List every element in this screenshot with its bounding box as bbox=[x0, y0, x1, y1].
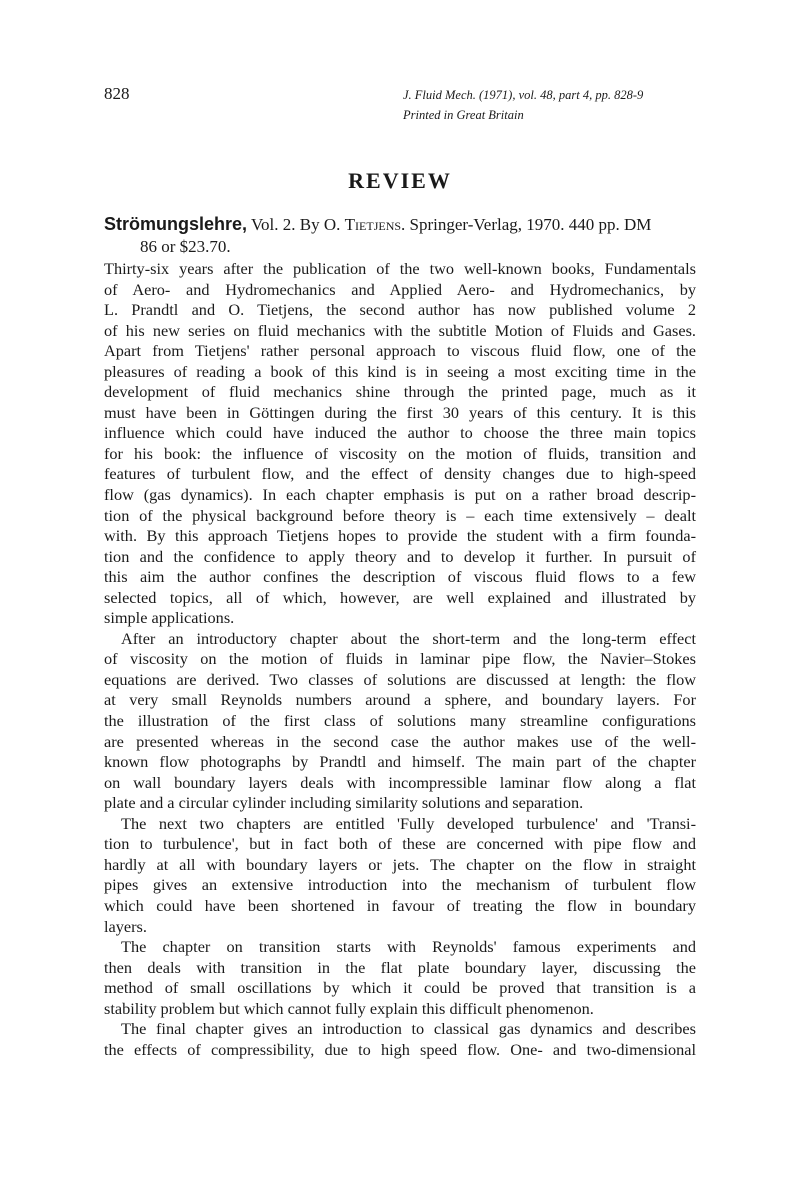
text-line: the effects of compressibility, due to high speed flow. One- and two-dimensional bbox=[104, 1039, 696, 1059]
text-line: The chapter on transition starts with Reynolds' famous experiments and bbox=[121, 937, 696, 957]
text-line: Thirty-six years after the publication of the two well-known books, Fundamentals bbox=[104, 259, 696, 278]
citation-price: 86 or $23.70. bbox=[140, 237, 231, 256]
text-line: tion of the physical background before theory is – each time extensively – dealt bbox=[104, 505, 696, 525]
text-line: features of turbulent flow, and the effect of density changes due to high-speed bbox=[104, 464, 696, 484]
paragraph bbox=[104, 937, 696, 1019]
section-heading: REVIEW bbox=[348, 168, 452, 193]
page-number: 828 bbox=[104, 84, 130, 103]
journal-reference bbox=[403, 85, 703, 125]
text-line: with. By this approach Tietjens hopes to provide the student with a firm founda- bbox=[104, 526, 696, 546]
text-line: of his new series on fluid mechanics with the subtitle Motion of Fluids and Gases. bbox=[104, 320, 696, 340]
text-line: Apart from Tietjens' rather personal approach to viscous fluid flow, one of the bbox=[104, 341, 696, 361]
text-line: this aim the author confines the description of viscous fluid flows to a few bbox=[104, 567, 696, 587]
text-line: known flow photographs by Prandtl and himself. The main part of the chapter bbox=[104, 752, 696, 772]
text-line: of viscosity on the motion of fluids in laminar pipe flow, the Navier–Stokes bbox=[104, 649, 696, 669]
citation-text-a: Vol. 2. By O. bbox=[247, 215, 345, 234]
text-line: the illustration of the first class of solutions many streamline configurations bbox=[104, 711, 696, 731]
text-line: influence which could have induced the author to choose the three main topics bbox=[104, 423, 696, 443]
text-line: stability problem but which cannot fully explain this difficult phenomenon. bbox=[104, 998, 594, 1018]
text-line: pipes gives an extensive introduction into the mechanism of turbulent flow bbox=[104, 875, 696, 895]
paragraph bbox=[104, 814, 696, 937]
book-title: Strömungslehre, bbox=[104, 214, 248, 234]
review-body bbox=[104, 259, 696, 1060]
paragraph bbox=[104, 259, 696, 629]
paragraph bbox=[104, 629, 696, 814]
text-line: are presented whereas in the second case the author makes use of the well- bbox=[104, 731, 696, 751]
text-line: development of fluid mechanics shine through the printed page, much as it bbox=[104, 382, 696, 402]
paragraph bbox=[104, 1019, 696, 1060]
text-line: The final chapter gives an introduction to classical gas dynamics and describes bbox=[121, 1019, 696, 1039]
text-line: hardly at all with boundary layers or jets. The chapter on the flow in straight bbox=[104, 854, 696, 874]
text-line: of Aero- and Hydromechanics and Applied Aero- and Hydromechanics, by bbox=[104, 279, 696, 299]
text-line: tion to turbulence', but in fact both of these are concerned with pipe flow and bbox=[104, 834, 696, 854]
text-line: method of small oscillations by which it could be proved that transition is a bbox=[104, 978, 696, 998]
text-line: then deals with transition in the flat plate boundary layer, discussing the bbox=[104, 957, 696, 977]
text-line: selected topics, all of which, however, are well explained and illustrated by bbox=[104, 587, 696, 607]
text-line: flow (gas dynamics). In each chapter emphasis is put on a rather broad descrip- bbox=[104, 485, 696, 505]
text-line: tion and the confidence to apply theory and to develop it further. In pursuit of bbox=[104, 546, 696, 566]
book-citation bbox=[104, 213, 696, 258]
printed-in-line: Printed in Great Britain bbox=[403, 108, 524, 122]
journal-citation-line: J. Fluid Mech. (1971), vol. 48, part 4, pp. 828-9 bbox=[403, 88, 644, 102]
text-line: which could have been shortened in favour of treating the flow in boundary bbox=[104, 895, 696, 915]
book-author: Tietjens bbox=[344, 215, 402, 234]
citation-text-b: . Springer-Verlag, 1970. 440 pp. DM bbox=[401, 215, 652, 234]
text-line: plate and a circular cylinder including similarity solutions and separation. bbox=[104, 793, 584, 813]
text-line: equations are derived. Two classes of solutions are discussed at length: the flow bbox=[104, 669, 696, 689]
text-line: for his book: the influence of viscosity on the motion of fluids, transition and bbox=[104, 443, 696, 463]
text-line: simple applications. bbox=[104, 608, 235, 628]
text-line: After an introductory chapter about the short-term and the long-term effect bbox=[121, 628, 696, 648]
text-line: L. Prandtl and O. Tietjens, the second author has now published volume 2 bbox=[104, 300, 696, 320]
text-line: The next two chapters are entitled 'Fully developed turbulence' and 'Transi- bbox=[121, 813, 696, 833]
text-line: on wall boundary layers deals with incompressible laminar flow along a flat bbox=[104, 772, 696, 792]
text-line: pleasures of reading a book of this kind is in seeing a most exciting time in the bbox=[104, 361, 696, 381]
text-line: layers. bbox=[104, 916, 147, 936]
text-line: must have been in Göttingen during the first 30 years of this century. It is this bbox=[104, 402, 696, 422]
text-line: at very small Reynolds numbers around a sphere, and boundary layers. For bbox=[104, 690, 696, 710]
